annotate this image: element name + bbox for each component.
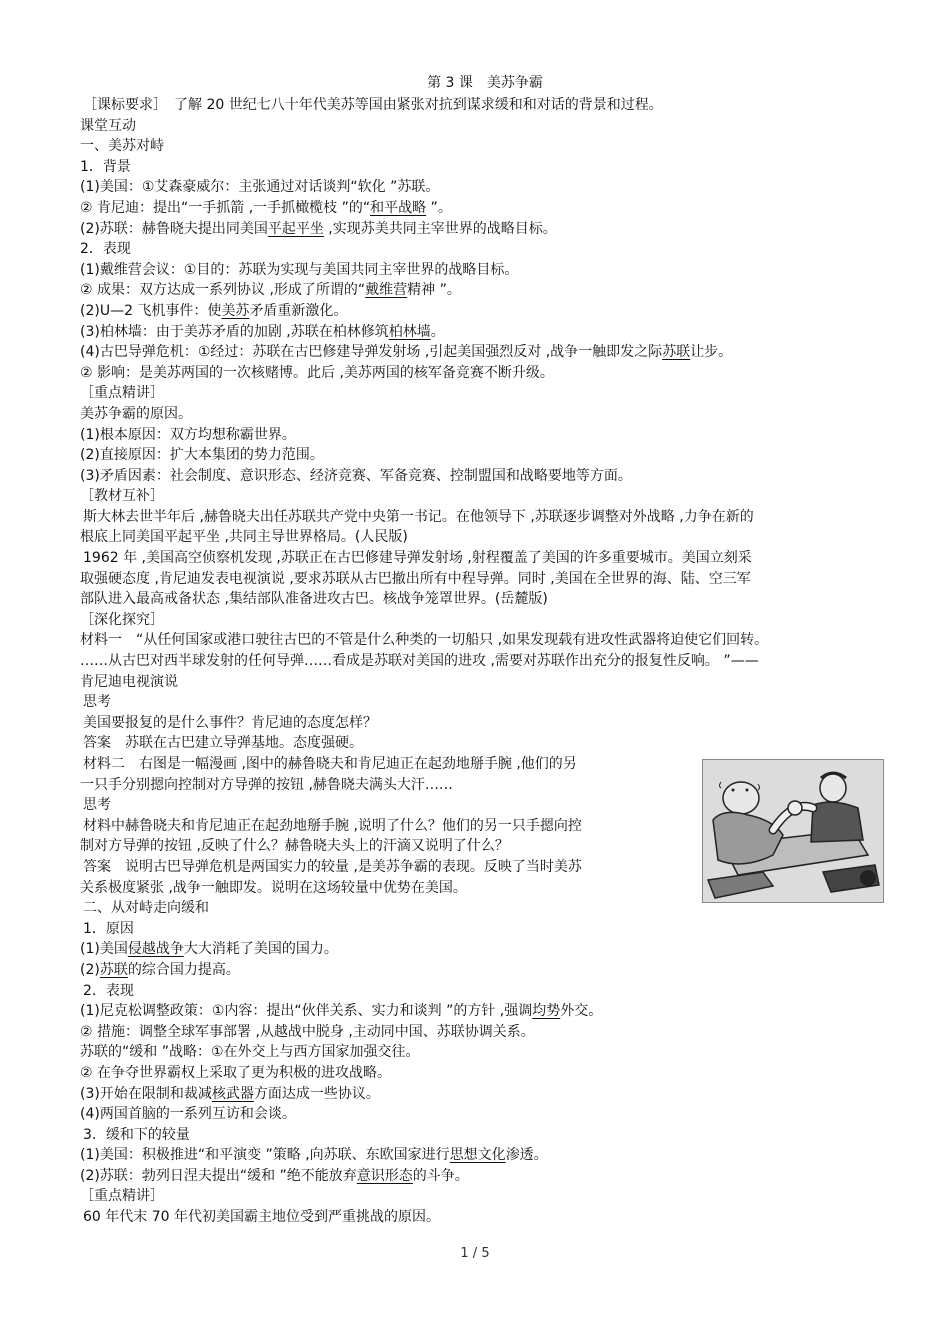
cartoon-arm-wrestling-image <box>702 759 884 903</box>
heading-1: 一、美苏对峙 <box>80 138 164 155</box>
heading-2: 二、从对峙走向缓和 <box>83 900 209 917</box>
text-line: 材料中赫鲁晓夫和肯尼迪正在起劲地掰手腕 ,说明了什么？他们的另一只手摁向控 <box>83 817 582 834</box>
text-line: (4)古巴导弹危机：①经过：苏联在古巴修建导弹发射场 ,引起美国强烈反对 ,战争一触即发之际苏联让步。 <box>80 344 733 361</box>
subheading: 1．背景 <box>80 158 131 175</box>
subheading: 3．缓和下的较量 <box>83 1126 190 1143</box>
text-line: (1)美国：①艾森豪威尔：主张通过对话谈判“软化 ”苏联。 <box>80 179 440 196</box>
text-line: (2)苏联的综合国力提高。 <box>80 961 240 978</box>
section-label: ［深化探究］ <box>80 611 164 628</box>
text-line: 苏联的“缓和 ”战略：①在外交上与西方国家加强交往。 <box>80 1044 420 1061</box>
text-line: 肯尼迪电视演说 <box>80 673 178 690</box>
text-line: 60 年代末 70 年代初美国霸主地位受到严重挑战的原因。 <box>83 1209 440 1226</box>
cartoon-illustration <box>703 760 883 902</box>
text-line: 部队进入最高戒备状态 ,集结部队准备进攻古巴。核战争笼罩世界。(岳麓版) <box>80 591 548 608</box>
text-line: (1)根本原因：双方均想称霸世界。 <box>80 426 296 443</box>
text-line: 材料一 “从任何国家或港口驶往古巴的不管是什么种类的一切船只 ,如果发现载有进攻性武器将迫使它们回转。 <box>80 632 769 649</box>
section-label: ［教材互补］ <box>80 488 164 505</box>
text-line: ……从古巴对西半球发射的任何导弹……看成是苏联对美国的进攻 ,需要对苏联作出充分的报复性反响。 ”—— <box>80 653 759 670</box>
subheading: 2．表现 <box>83 982 134 999</box>
blank-answer: 和平战略 <box>370 199 427 216</box>
text-line: 斯大林去世半年后 ,赫鲁晓夫出任苏联共产党中央第一书记。在他领导下 ,苏联逐步调整对外战略 ,力争在新的 <box>83 508 754 525</box>
answer-line: 答案 苏联在古巴建立导弹基地。态度强硬。 <box>83 735 363 752</box>
text-line: (2)直接原因：扩大本集团的势力范围。 <box>80 447 324 464</box>
text-line: (1)尼克松调整政策：①内容：提出“伙伴关系、实力和谈判 ”的方针 ,强调均势外交。 <box>80 1003 603 1020</box>
text-line: 材料二 右图是一幅漫画 ,图中的赫鲁晓夫和肯尼迪正在起劲地掰手腕 ,他们的另 <box>83 756 577 772</box>
section-label: 课堂互动 <box>80 117 136 134</box>
text-line: ② 措施：调整全球军事部署 ,从越战中脱身 ,主动同中国、苏联协调关系。 <box>80 1023 535 1040</box>
text-line: 美国要报复的是什么事件？肯尼迪的态度怎样？ <box>83 714 377 731</box>
document-body <box>80 95 892 1228</box>
text-line: (1)美国：积极推进“和平演变 ”策略 ,向苏联、东欧国家进行思想文化渗透。 <box>80 1147 548 1164</box>
text-line: (4)两国首脑的一系列互访和会谈。 <box>80 1106 296 1123</box>
blank-answer: 苏联 <box>662 344 691 361</box>
blank-answer: 美苏 <box>221 302 250 319</box>
lesson-title: 第 3 课 美苏争霸 <box>427 75 543 91</box>
blank-answer: 意识形态 <box>356 1167 413 1184</box>
answer-line: 答案 说明古巴导弹危机是两国实力的较量 ,是美苏争霸的表现。反映了当时美苏 <box>83 858 582 875</box>
text-line: ② 影响：是美苏两国的一次核赌博。此后 ,美苏两国的核军备竞赛不断升级。 <box>80 364 554 381</box>
text-line: (3)柏林墙：由于美苏矛盾的加剧 ,苏联在柏林修筑柏林墙。 <box>80 323 445 340</box>
page-number: 1 / 5 <box>460 1246 490 1261</box>
text-line: (2)U—2 飞机事件：使美苏矛盾重新激化。 <box>80 302 348 319</box>
text-line: 制对方导弹的按钮 ,反映了什么？赫鲁晓夫头上的汗滴又说明了什么？ <box>80 838 509 855</box>
text-line: 美苏争霸的原因。 <box>80 405 192 422</box>
blank-answer: 核武器 <box>211 1085 254 1102</box>
text-line: 取强硬态度 ,肯尼迪发表电视演说 ,要求苏联从古巴撤出所有中程导弹。同时 ,美国在全世界的海、陆、空三军 <box>80 570 751 587</box>
section-label: ［重点精讲］ <box>80 385 164 402</box>
blank-answer: 苏联 <box>99 961 128 978</box>
curriculum-requirement: ［课标要求］ 了解 20 世纪七八十年代美苏等国由紧张对抗到谋求缓和和对话的背景和过程。 <box>83 97 663 113</box>
blank-answer: 戴维营 <box>365 282 408 299</box>
text-line: (2)苏联：赫鲁晓夫提出同美国平起平坐 ,实现苏美共同主宰世界的战略目标。 <box>80 220 557 237</box>
text-line: (3)矛盾因素：社会制度、意识形态、经济竞赛、军备竞赛、控制盟国和战略要地等方面。 <box>80 467 632 484</box>
text-line: (1)美国侵越战争大大消耗了美国的国力。 <box>80 941 338 958</box>
subheading: 2．表现 <box>80 241 131 258</box>
text-line: (2)苏联：勃列日涅夫提出“缓和 ”绝不能放弃意识形态的斗争。 <box>80 1167 469 1184</box>
blank-answer: 平起平坐 <box>267 220 324 237</box>
text-line: 1962 年 ,美国高空侦察机发现 ,苏联正在古巴修建导弹发射场 ,射程覆盖了美国的许多重要城市。美国立刻采 <box>83 550 752 567</box>
section-label: ［重点精讲］ <box>80 1188 164 1205</box>
blank-answer: 均势 <box>532 1003 561 1020</box>
text-line: (3)开始在限制和裁减核武器方面达成一些协议。 <box>80 1085 380 1102</box>
blank-answer: 思想文化 <box>449 1147 506 1164</box>
blank-answer: 侵越战争 <box>127 941 184 958</box>
text-line: 根底上同美国平起平坐 ,共同主导世界格局。(人民版) <box>80 529 408 546</box>
blank-answer: 柏林墙 <box>388 323 431 340</box>
text-line: ② 成果：双方达成一系列协议 ,形成了所谓的“戴维营精神 ”。 <box>80 282 461 299</box>
section-label: 思考 <box>83 797 111 814</box>
text-line: (1)戴维营会议：①目的：苏联为实现与美国共同主宰世界的战略目标。 <box>80 261 519 278</box>
text-line: 一只手分别摁向控制对方导弹的按钮 ,赫鲁晓夫满头大汗…… <box>80 776 453 793</box>
subheading: 1．原因 <box>83 920 134 937</box>
text-line: ② 在争夺世界霸权上采取了更为积极的进攻战略。 <box>80 1064 391 1081</box>
text-line: ② 肯尼迪：提出“一手抓箭 ,一手抓橄榄枝 ”的“和平战略 ”。 <box>80 199 452 216</box>
answer-line: 关系极度紧张 ,战争一触即发。说明在这场较量中优势在美国。 <box>80 879 467 896</box>
section-label: 思考 <box>83 694 111 711</box>
